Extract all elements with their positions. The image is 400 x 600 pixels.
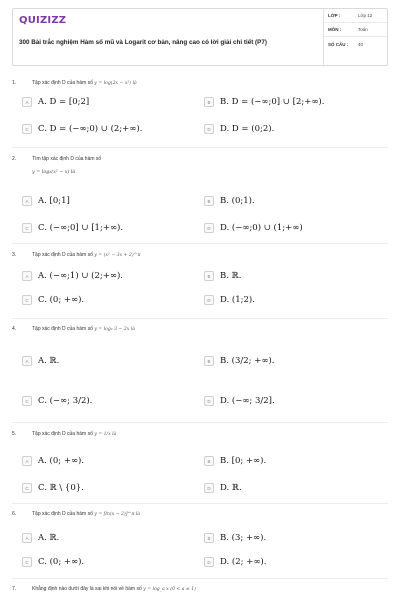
question-text: Tập xác định D của hàm số xyxy=(32,431,93,437)
question-formula: y = (x² − 3x + 2)^π xyxy=(94,253,141,258)
option-d[interactable]: D D. (−∞; 3/2]. xyxy=(204,396,374,406)
option-a[interactable]: A A. D = [0;2] xyxy=(22,97,192,107)
option-a[interactable]: A A. ℝ. xyxy=(22,533,192,543)
question-3 xyxy=(12,252,388,258)
question-number: 4. xyxy=(12,326,17,332)
quizizz-logo: QUIZIZZ xyxy=(19,15,67,26)
question-number: 2. xyxy=(12,156,17,162)
question-text: Tìm tập xác định D của hàm số xyxy=(32,156,102,162)
option-b[interactable]: B B. (3; +∞). xyxy=(204,533,374,543)
question-5 xyxy=(12,431,388,437)
question-1 xyxy=(12,80,388,86)
question-number: 5. xyxy=(12,431,17,437)
option-a[interactable]: A A. (−∞;1) ∪ (2;+∞). xyxy=(22,271,192,281)
option-b[interactable]: B B. ℝ. xyxy=(204,271,374,281)
option-a[interactable]: A A. [0;1] xyxy=(22,196,192,206)
question-formula: y = log₃(x² − x) là xyxy=(32,170,76,175)
question-text: Tập xác định D của hàm số xyxy=(32,252,93,258)
question-formula: y = log₂ 3 − 2x là xyxy=(94,327,135,332)
question-text: Khẳng định nào dưới đây là sai khi nói về hàm số xyxy=(32,586,142,592)
option-a[interactable]: A A. ℝ. xyxy=(22,356,192,366)
meta-row-count: SỐ CÂU : 40 xyxy=(328,41,364,47)
option-a[interactable]: A A. (0; +∞). xyxy=(22,456,192,466)
meta-row-grade: LỚP : Lớp 12 xyxy=(324,9,389,23)
question-text: Tập xác định D của hàm số xyxy=(32,511,93,517)
option-d[interactable]: D D. (2; +∞). xyxy=(204,557,374,567)
question-4 xyxy=(12,326,388,332)
question-6 xyxy=(12,511,388,517)
worksheet-header xyxy=(12,8,388,66)
divider xyxy=(12,147,388,148)
option-c[interactable]: C C. ℝ \ {0}. xyxy=(22,483,192,493)
option-d[interactable]: D D. ℝ. xyxy=(204,483,374,493)
question-2 xyxy=(12,156,388,175)
question-formula: y = log(2x − x²) là xyxy=(94,81,137,86)
question-formula: y = log_a x (0 < a ≠ 1) xyxy=(143,587,196,592)
question-7 xyxy=(12,586,388,592)
question-number: 1. xyxy=(12,80,17,86)
option-c[interactable]: C C. (−∞;0] ∪ [1;+∞). xyxy=(22,223,192,233)
divider xyxy=(12,503,388,504)
option-b[interactable]: B B. (0;1). xyxy=(204,196,374,206)
divider xyxy=(12,422,388,423)
option-b[interactable]: B B. D = (−∞;0] ∪ [2;+∞). xyxy=(204,97,374,107)
meta-table xyxy=(323,9,389,67)
option-d[interactable]: D D. (1;2). xyxy=(204,295,374,305)
question-number: 7. xyxy=(12,586,17,592)
question-text: Tập xác định D của hàm số xyxy=(32,80,93,86)
divider xyxy=(12,578,388,579)
option-d[interactable]: D D. D = (0;2). xyxy=(204,124,374,134)
question-formula: y = [ln(x − 2)]^π là xyxy=(94,512,141,517)
option-b[interactable]: B B. [0; +∞). xyxy=(204,456,374,466)
meta-row-subject: MÔN : Toán xyxy=(324,23,389,37)
question-number: 3. xyxy=(12,252,17,258)
divider xyxy=(12,243,388,244)
divider xyxy=(12,318,388,319)
document-title: 300 Bài trắc nghiệm Hàm số mũ và Logarit cơ bản, nâng cao có lời giải chi tiết (P7) xyxy=(19,39,267,46)
question-text: Tập xác định D của hàm số xyxy=(32,326,93,332)
option-c[interactable]: C C. (−∞; 3/2). xyxy=(22,396,192,406)
question-number: 6. xyxy=(12,511,17,517)
option-b[interactable]: B B. (3/2; +∞). xyxy=(204,356,374,366)
option-c[interactable]: C C. D = (−∞;0) ∪ (2;+∞). xyxy=(22,124,192,134)
option-d[interactable]: D D. (−∞;0) ∪ (1;+∞) xyxy=(204,223,374,233)
option-c[interactable]: C C. (0; +∞). xyxy=(22,295,192,305)
question-formula: y = 1/x là xyxy=(94,432,117,437)
option-c[interactable]: C C. (0; +∞). xyxy=(22,557,192,567)
